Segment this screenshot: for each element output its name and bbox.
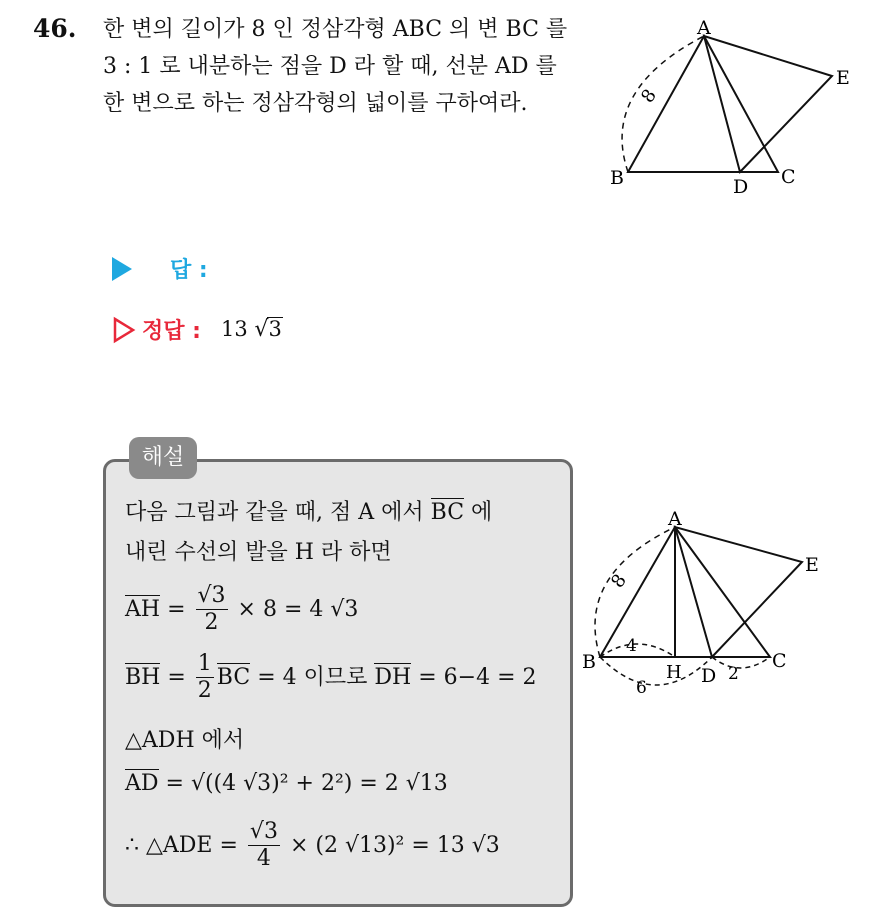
label-h-2: H [666,662,682,683]
triangle-ade-2 [675,527,802,657]
label-bh-4: 4 [626,636,637,656]
solution-line-2: 내린 수선의 발을 H 라 하면 [125,540,392,565]
solution-eq-bh: BH = $\frac{1}{2}$ BC = 4 이므로 DH = 6−4 = 2 [125,651,537,704]
label-a: A [697,20,711,39]
play-triangle-icon [112,257,132,281]
answer-label: 답 : [170,258,208,283]
correct-answer-value: 13 √3 [220,317,282,342]
label-a-2: A [668,508,682,530]
solution-line-adh: △ADH 에서 [125,728,245,753]
solution-eq-ad: AD = √((4 √3)² + 2²) = 2 √13 [125,771,448,796]
solution-figure [580,505,870,705]
label-e-2: E [805,554,819,576]
problem-text: 한 변의 길이가 8 인 정삼각형 ABC 의 변 BC 를 3 : 1 로 내분하는 점을 D 라 할 때, 선분 AD 를 한 변으로 하는 정삼각형의 넓이를 구하여라. [103,17,568,116]
outline-triangle-icon [112,316,136,344]
solution-eq-ade: ∴ △ADE = $\frac{√3}{4}$ × (2 √13)² = 13 √3 [125,819,500,872]
label-d-2: D [701,665,717,687]
solution-line-1: 다음 그림과 같을 때, 점 A 에서 BC 에 [125,500,493,525]
label-bd-6: 6 [636,678,647,698]
label-side-8-2: 8 [607,570,631,592]
problem-number: 46. [33,14,77,43]
answer-row [112,253,208,284]
solution-eq-ah: AH = $\frac{√3}{2}$ × 8 = 4 √3 [125,583,359,636]
label-c-2: C [772,650,787,672]
label-d: D [733,176,749,198]
label-c: C [781,166,796,188]
label-b-2: B [582,651,596,673]
correct-answer-row [112,314,283,345]
label-b: B [610,167,624,189]
correct-answer-label: 정답 : [142,319,201,344]
label-side-8: 8 [637,85,661,107]
solution-tag: 해설 [129,437,197,479]
problem-figure [600,20,870,205]
label-e: E [836,67,850,89]
label-dc-2: 2 [728,664,739,684]
